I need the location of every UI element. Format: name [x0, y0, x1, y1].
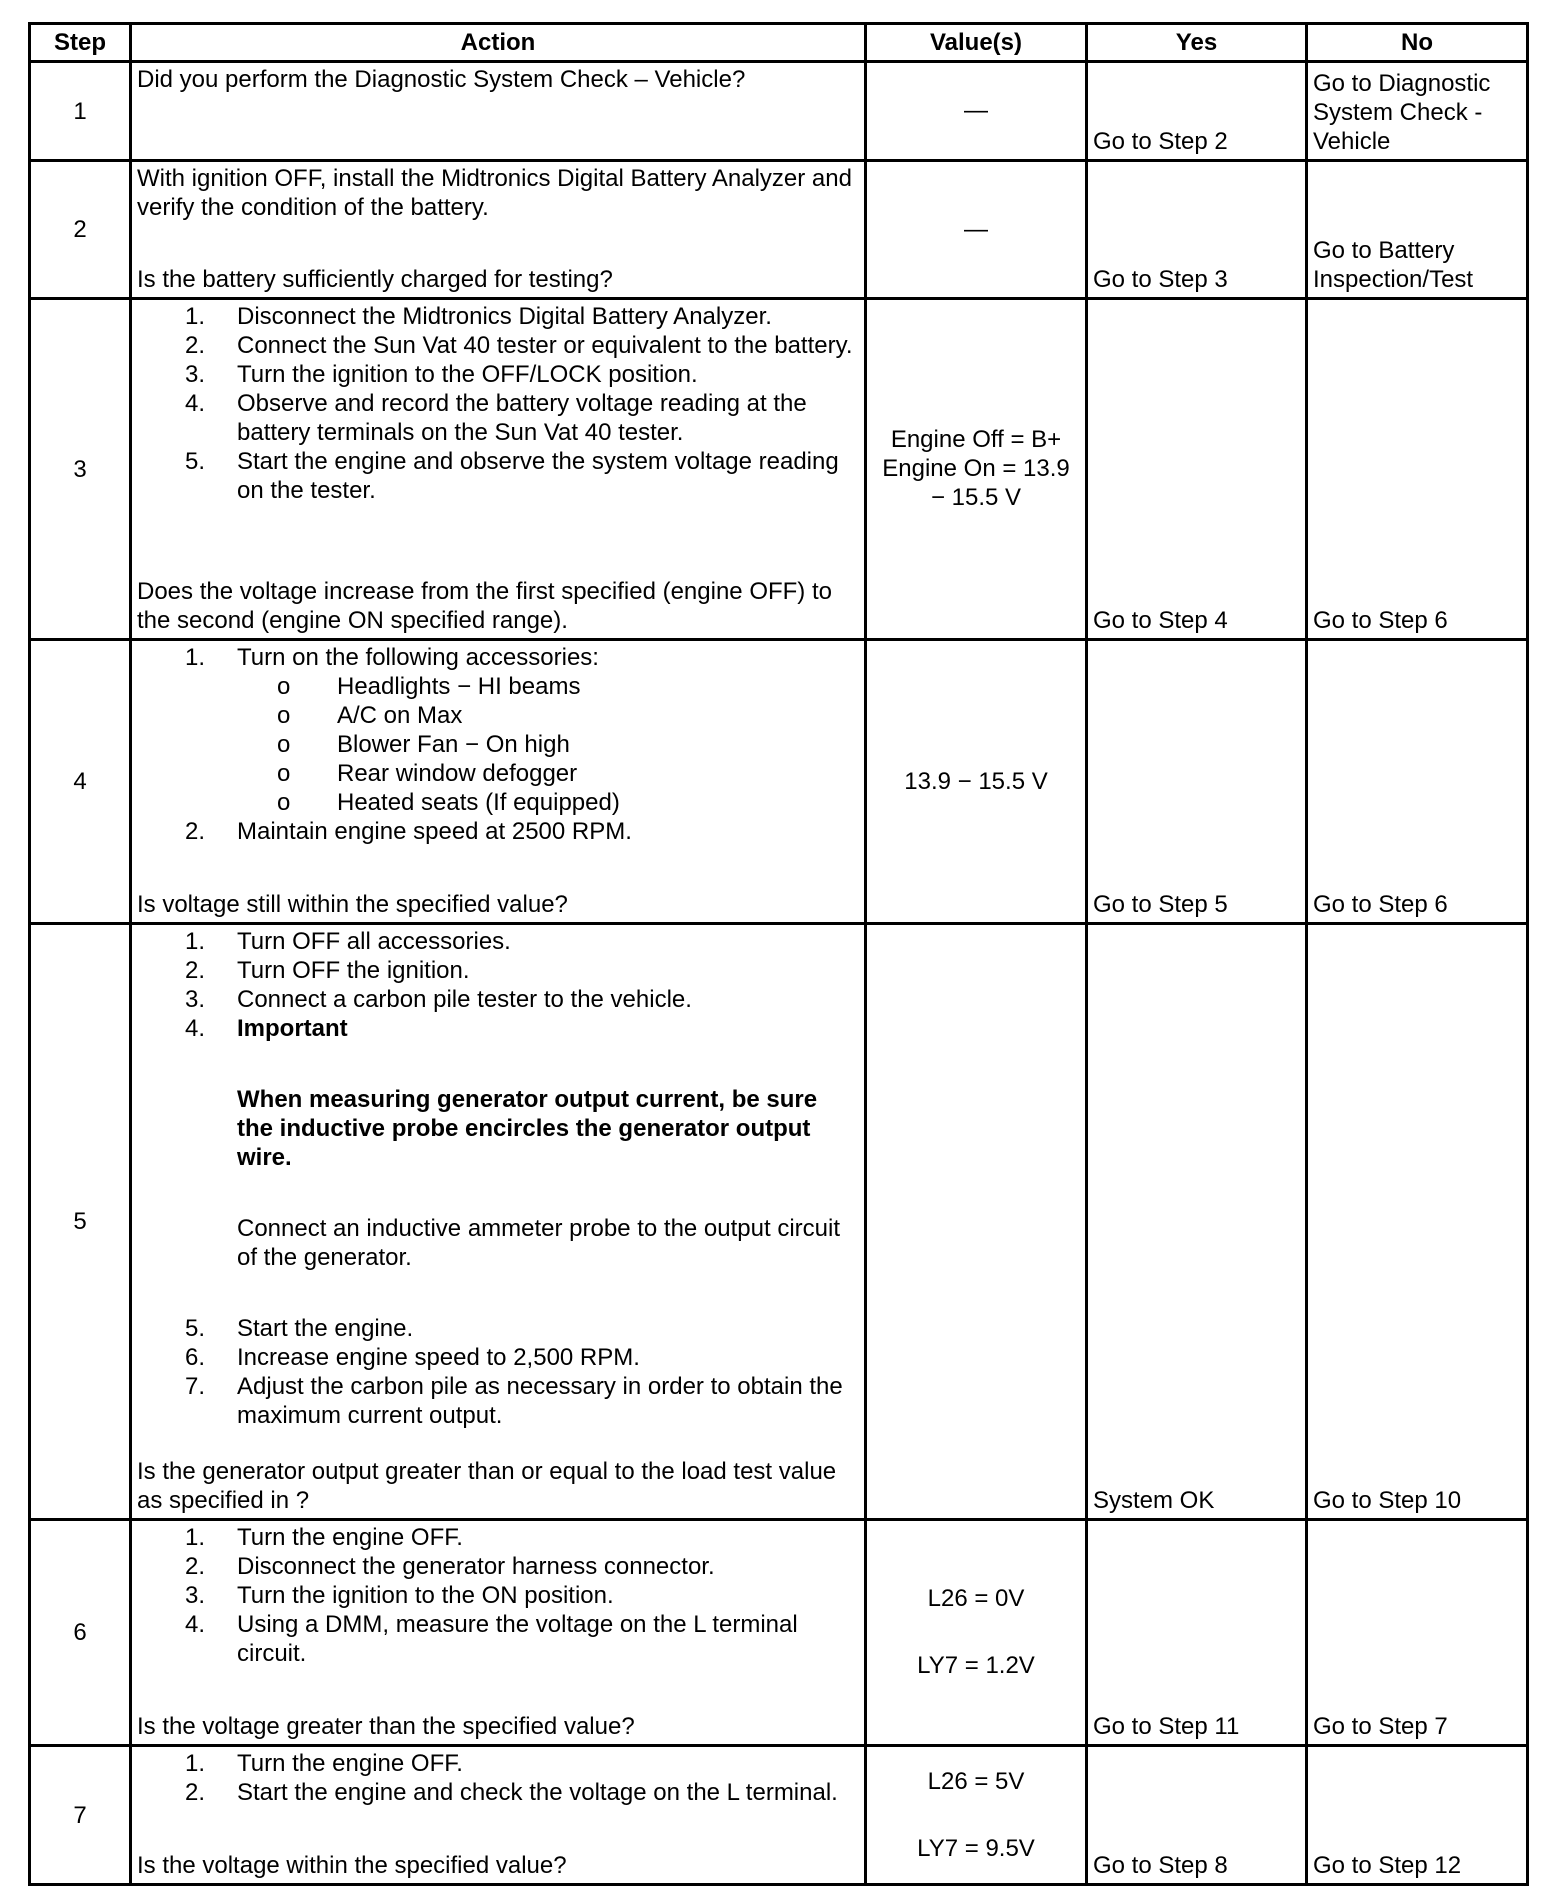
list-item-text: Increase engine speed to 2,500 RPM.	[237, 1344, 640, 1371]
bullet-icon: o	[277, 789, 291, 816]
header-action: Action	[131, 24, 866, 62]
action-cell	[131, 640, 866, 924]
list-item-text: Observe and record the battery voltage reading at the battery terminals on the Sun Vat 40 tester.	[237, 390, 807, 446]
list-item-text: Start the engine and check the voltage on the L terminal.	[237, 1779, 838, 1806]
important-label: Important	[237, 1015, 348, 1042]
yes-cell: Go to Step 3	[1087, 161, 1307, 299]
list-item-text: Connect an inductive ammeter probe to the output circuit of the generator.	[237, 1215, 840, 1271]
action-question: Does the voltage increase from the first specified (engine OFF) to the second (engine ON specified range).	[137, 578, 832, 634]
bullet-icon: o	[277, 760, 291, 787]
diagnostic-table-document	[28, 22, 1526, 1886]
value-line: Engine On = 13.9	[882, 455, 1070, 482]
action-steps-list	[137, 302, 859, 505]
list-item-text: Start the engine.	[237, 1315, 414, 1342]
action-steps-list	[137, 927, 859, 1430]
header-no: No	[1307, 24, 1528, 62]
list-item: 7. Adjust the carbon pile as necessary in order to obtain the maximum current output.	[185, 1373, 843, 1429]
table-row-step-7	[30, 1746, 1528, 1885]
step-number: 3	[30, 299, 131, 640]
step-number: 2	[30, 161, 131, 299]
list-item-text: Connect a carbon pile tester to the vehicle.	[237, 986, 692, 1013]
step-number: 7	[30, 1746, 131, 1885]
list-item: 2. Connect the Sun Vat 40 tester or equivalent to the battery.	[185, 332, 853, 359]
table-row-step-4	[30, 640, 1528, 924]
sub-item-text: Headlights − HI beams	[337, 673, 581, 700]
list-item: 1. Turn on the following accessories: o Headlights − HI beams o A/C on Max o Blower Fan − On high o Rear window defogger o Heated seats (If equipped)	[137, 643, 859, 817]
value-line: − 15.5 V	[930, 484, 1022, 511]
step-number: 4	[30, 640, 131, 924]
step-number: 6	[30, 1520, 131, 1746]
list-item: 4. Important When measuring generator output current, be sure the inductive probe encircles the generator output wire. Connect an inductive ammeter probe to the output circuit of the generator.	[137, 1014, 859, 1314]
table-header-row	[30, 24, 1528, 62]
bullet-icon: o	[277, 673, 291, 700]
sub-list	[137, 672, 859, 817]
list-item-text: Turn the ignition to the OFF/LOCK position.	[237, 361, 698, 388]
list-item: 2. Turn OFF the ignition.	[185, 957, 470, 984]
no-cell: Go to Step 6	[1307, 299, 1528, 640]
list-item-text: Turn the engine OFF.	[237, 1524, 463, 1551]
value-line: LY7 = 1.2V	[917, 1652, 1035, 1679]
list-item-text: Adjust the carbon pile as necessary in order to obtain the maximum current output.	[237, 1373, 843, 1429]
no-cell: Go to Diagnostic System Check - Vehicle	[1307, 62, 1528, 161]
list-item: 3. Connect a carbon pile tester to the vehicle.	[185, 986, 692, 1013]
header-values: Value(s)	[866, 24, 1087, 62]
list-item-text: Turn the ignition to the ON position.	[237, 1582, 614, 1609]
value-cell: 13.9 − 15.5 V	[866, 640, 1087, 924]
table-row-step-3	[30, 299, 1528, 640]
no-cell: Go to Step 12	[1307, 1746, 1528, 1885]
sub-item-text: Heated seats (If equipped)	[337, 789, 620, 816]
value-cell: —	[866, 161, 1087, 299]
list-item: 1. Disconnect the Midtronics Digital Battery Analyzer.	[185, 303, 772, 330]
sub-item-text: A/C on Max	[337, 702, 463, 729]
list-item-text: Using a DMM, measure the voltage on the L terminal circuit.	[237, 1611, 798, 1667]
value-cell	[866, 1746, 1087, 1885]
action-steps-list	[137, 1523, 859, 1668]
sub-item-text: Rear window defogger	[337, 760, 578, 787]
sub-list-item	[137, 730, 859, 759]
list-item: 2. Maintain engine speed at 2500 RPM.	[185, 818, 632, 845]
value-line: L26 = 0V	[927, 1585, 1025, 1612]
action-question: Is voltage still within the specified value?	[137, 891, 568, 918]
list-item: 4. Using a DMM, measure the voltage on the L terminal circuit.	[185, 1611, 798, 1667]
list-item: 6. Increase engine speed to 2,500 RPM.	[185, 1344, 640, 1371]
header-step: Step	[30, 24, 131, 62]
yes-cell: Go to Step 5	[1087, 640, 1307, 924]
action-cell	[131, 299, 866, 640]
no-cell: Go to Step 7	[1307, 1520, 1528, 1746]
action-cell	[131, 1520, 866, 1746]
value-cell	[866, 1520, 1087, 1746]
yes-cell: System OK	[1087, 924, 1307, 1520]
bullet-icon: o	[277, 731, 291, 758]
list-item: 1. Turn the engine OFF.	[185, 1524, 463, 1551]
value-cell	[866, 299, 1087, 640]
no-cell: Go to Battery Inspection/Test	[1307, 161, 1528, 299]
action-question: Is the voltage greater than the specified value?	[137, 1713, 635, 1740]
list-item: 5. Start the engine.	[185, 1315, 414, 1342]
action-cell	[131, 161, 866, 299]
yes-cell: Go to Step 8	[1087, 1746, 1307, 1885]
step-number: 5	[30, 924, 131, 1520]
value-cell	[866, 924, 1087, 1520]
value-cell: —	[866, 62, 1087, 161]
table-row-step-5	[30, 924, 1528, 1520]
action-text: With ignition OFF, install the Midtronics Digital Battery Analyzer and verify the condition of the battery.	[137, 165, 852, 221]
sub-item-text: Blower Fan − On high	[337, 731, 570, 758]
list-item-text: Turn the engine OFF.	[237, 1750, 463, 1777]
table-row-step-1	[30, 62, 1528, 161]
action-text: Did you perform the Diagnostic System Check – Vehicle?	[137, 66, 746, 93]
sub-list-item	[137, 701, 859, 730]
yes-cell: Go to Step 4	[1087, 299, 1307, 640]
list-item: 2. Disconnect the generator harness connector.	[185, 1553, 715, 1580]
list-item: 4. Observe and record the battery voltage reading at the battery terminals on the Sun Vat 40 tester.	[185, 390, 807, 446]
diagnostic-table	[28, 22, 1529, 1886]
action-cell	[131, 62, 866, 161]
no-cell: Go to Step 10	[1307, 924, 1528, 1520]
list-item-text: Maintain engine speed at 2500 RPM.	[237, 818, 632, 845]
list-item: 3. Turn the ignition to the ON position.	[185, 1582, 614, 1609]
list-item-text: Disconnect the generator harness connector.	[237, 1553, 715, 1580]
step-number: 1	[30, 62, 131, 161]
action-question: Is the generator output greater than or equal to the load test value as specified in ?	[137, 1458, 837, 1514]
list-item: 1. Turn OFF all accessories.	[185, 928, 511, 955]
value-line: LY7 = 9.5V	[917, 1834, 1035, 1862]
list-item-text: Turn OFF the ignition.	[237, 957, 470, 984]
bullet-icon: o	[277, 702, 291, 729]
list-item-text: Start the engine and observe the system voltage reading on the tester.	[237, 448, 839, 504]
list-item: 2. Start the engine and check the voltage on the L terminal.	[185, 1779, 838, 1806]
sub-list-item	[137, 788, 859, 817]
table-row-step-6	[30, 1520, 1528, 1746]
value-line: L26 = 5V	[927, 1767, 1025, 1795]
list-item: 1. Turn the engine OFF.	[185, 1750, 463, 1777]
list-item-text: Turn on the following accessories:	[237, 644, 599, 671]
list-item: 3. Turn the ignition to the OFF/LOCK position.	[185, 361, 698, 388]
action-cell	[131, 1746, 866, 1885]
header-yes: Yes	[1087, 24, 1307, 62]
list-item-text: Disconnect the Midtronics Digital Battery Analyzer.	[237, 303, 772, 330]
table-row-step-2	[30, 161, 1528, 299]
sub-list-item	[137, 672, 859, 701]
action-steps-list	[137, 1749, 859, 1807]
list-item-text: Turn OFF all accessories.	[237, 928, 511, 955]
action-question: Is the battery sufficiently charged for testing?	[137, 266, 613, 293]
yes-cell: Go to Step 2	[1087, 62, 1307, 161]
important-note: When measuring generator output current, be sure the inductive probe encircles the generator output wire.	[237, 1086, 818, 1171]
action-question: Is the voltage within the specified value?	[137, 1852, 567, 1879]
list-item: 5. Start the engine and observe the system voltage reading on the tester.	[185, 448, 839, 504]
list-item-text: Connect the Sun Vat 40 tester or equivalent to the battery.	[237, 332, 853, 359]
value-line: Engine Off = B+	[890, 426, 1062, 453]
action-steps-list	[137, 643, 859, 846]
no-cell: Go to Step 6	[1307, 640, 1528, 924]
action-cell	[131, 924, 866, 1520]
yes-cell: Go to Step 11	[1087, 1520, 1307, 1746]
sub-list-item	[137, 759, 859, 788]
